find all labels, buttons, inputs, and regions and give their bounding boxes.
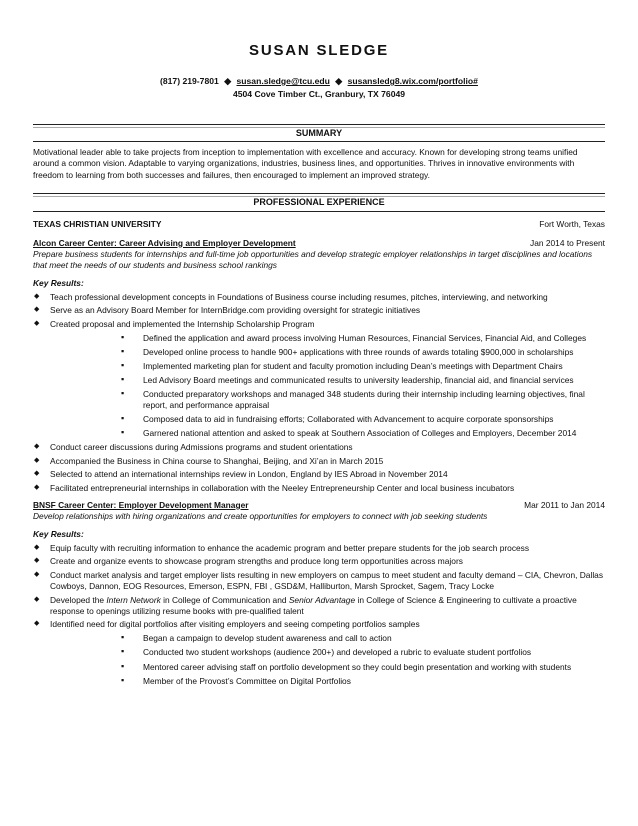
developed-text: in College of Science & Engineering to cultivate a proactive response to openings utilizing resume books with pre-qualified talent (50, 594, 577, 616)
list-item: ◆ Conduct career discussions during Admissions programs and student orientations (33, 442, 605, 453)
job2-title: BNSF Career Center: Employer Development Manager (33, 499, 249, 510)
diamond-separator-icon: ◆ (224, 76, 232, 86)
job2-dates: Mar 2011 to Jan 2014 (524, 499, 605, 510)
job2-header (33, 500, 605, 511)
portfolio-link[interactable]: susansledg8.wix.com/portfolio# (347, 76, 478, 86)
summary-text: Motivational leader able to take projects from inception to implementation with excellence and accuracy. Known for developing strong teams unified around a common vision. Adaptable to varying organizations, industries, business lines, and opportunities. Thrives in innovative environments with freedom to learning from both successes and failures, then encouraged to implement an improved strategy. (33, 147, 578, 180)
list-item: ◆ Teach professional development concepts in Foundations of Business course including resumes, pitches, interviewing, and networking (33, 292, 605, 303)
job1-description: Prepare business students for internships and full-time job opportunities and develop strategic employer relationships in target disciplines and locations that meet the needs of our students and business school rankings (33, 248, 593, 270)
employer-location: Fort Worth, Texas (539, 218, 605, 229)
contact-block (33, 75, 605, 101)
sub-list-item: ▪ Began a campaign to develop student awareness and call to action (33, 633, 605, 644)
list-item: ◆ Create and organize events to showcase program strengths and produce long term opportunities across majors (33, 556, 605, 567)
intern-network-text: Intern Network (106, 594, 161, 605)
list-item: ◆ Selected to attend an international internships review in London, England by IES Abroad in November 2014 (33, 469, 605, 480)
job1-dates: Jan 2014 to Present (530, 237, 605, 248)
job1-results-list (33, 292, 605, 494)
sub-list-item: ▪ Conducted preparatory workshops and managed 348 students during their internship including learning objectives, final report, and performance appraisal (33, 389, 605, 411)
sub-list-item: ▪ Developed online process to handle 900+ applications with three rounds of awards totaling $900,000 in scholarships (33, 347, 605, 358)
list-item: ◆ Conduct market analysis and target employer lists resulting in new employers on campus to meet student and faculty demand – CIA, Chevron, Dallas Cowboys, Dannon, EOG Resources, Emerson, ESPN, FBI , GSD&M, Halliburton, Marsh Sprocket, Sagem, Tracy Locke (33, 570, 605, 592)
resume-page (33, 42, 605, 687)
sub-list-item: ▪ Garnered national attention and asked to speak at Southern Association of Colleges and Employers, December 2014 (33, 428, 605, 439)
list-item (33, 595, 605, 617)
list-item: ◆ Facilitated entrepreneurial internships in collaboration with the Neeley Entrepreneurship Center and local business incubators (33, 483, 605, 494)
summary-heading: SUMMARY (33, 124, 605, 143)
email-link[interactable]: susan.sledge@tcu.edu (236, 76, 330, 86)
contact-line (33, 75, 605, 88)
senior-advantage-text: Senior Advantage (288, 594, 356, 605)
employer-name: TEXAS CHRISTIAN UNIVERSITY (33, 218, 162, 229)
employer-row (33, 219, 605, 230)
developed-text: Developed the (50, 594, 107, 605)
sub-list-item: ▪ Mentored career advising staff on portfolio development so they could begin presentation and working with students (33, 662, 605, 673)
job1-header (33, 238, 605, 249)
sub-list-item: ▪ Implemented marketing plan for student and faculty promotion including Dean’s meetings with Department Chairs (33, 361, 605, 372)
address: 4504 Cove Timber Ct., Granbury, TX 76049 (232, 89, 406, 100)
list-item: ◆ Accompanied the Business in China course to Shanghai, Beijing, and Xi’an in March 2015 (33, 456, 605, 467)
list-item: ◆ Created proposal and implemented the Internship Scholarship Program (33, 319, 605, 330)
diamond-separator-icon: ◆ (335, 76, 343, 86)
sub-list-item: ▪ Led Advisory Board meetings and communicated results to university leadership, financial aid, and financial services (33, 375, 605, 386)
phone-number: (817) 219-7801 (160, 76, 219, 86)
developed-text: in College of Communication and (160, 594, 289, 605)
job2-results-list (33, 543, 605, 687)
sub-list-item: ▪ Member of the Provost’s Committee on Digital Portfolios (33, 676, 605, 687)
list-item: ◆ Identified need for digital portfolios after visiting employers and seeing competing portfolios samples (33, 619, 605, 630)
job2-description: Develop relationships with hiring organizations and create opportunities for employers to connect with job seeking students (33, 511, 488, 521)
list-item: ◆ Serve as an Advisory Board Member for InternBridge.com providing oversight for strategic initiatives (33, 305, 605, 316)
sub-list-item: ▪ Defined the application and award process involving Human Resources, Financial Services, Financial Aid, and Colleges (33, 333, 605, 344)
sub-list-item: ▪ Conducted two student workshops (audience 200+) and developed a rubric to evaluate student portfolios (33, 647, 605, 658)
list-item: ◆ Equip faculty with recruiting information to enhance the academic program and better prepare students for the job search process (33, 543, 605, 554)
job1-key-results-label: Key Results: (33, 277, 84, 288)
applicant-name: SUSAN SLEDGE (249, 42, 389, 59)
job1-title: Alcon Career Center: Career Advising and Employer Development (33, 237, 296, 248)
job2-key-results-label: Key Results: (33, 529, 84, 540)
sub-list-item: ▪ Composed data to aid in fundraising efforts; Collaborated with Advancement to acquire corporate sponsorships (33, 414, 605, 425)
experience-heading: PROFESSIONAL EXPERIENCE (33, 193, 605, 212)
